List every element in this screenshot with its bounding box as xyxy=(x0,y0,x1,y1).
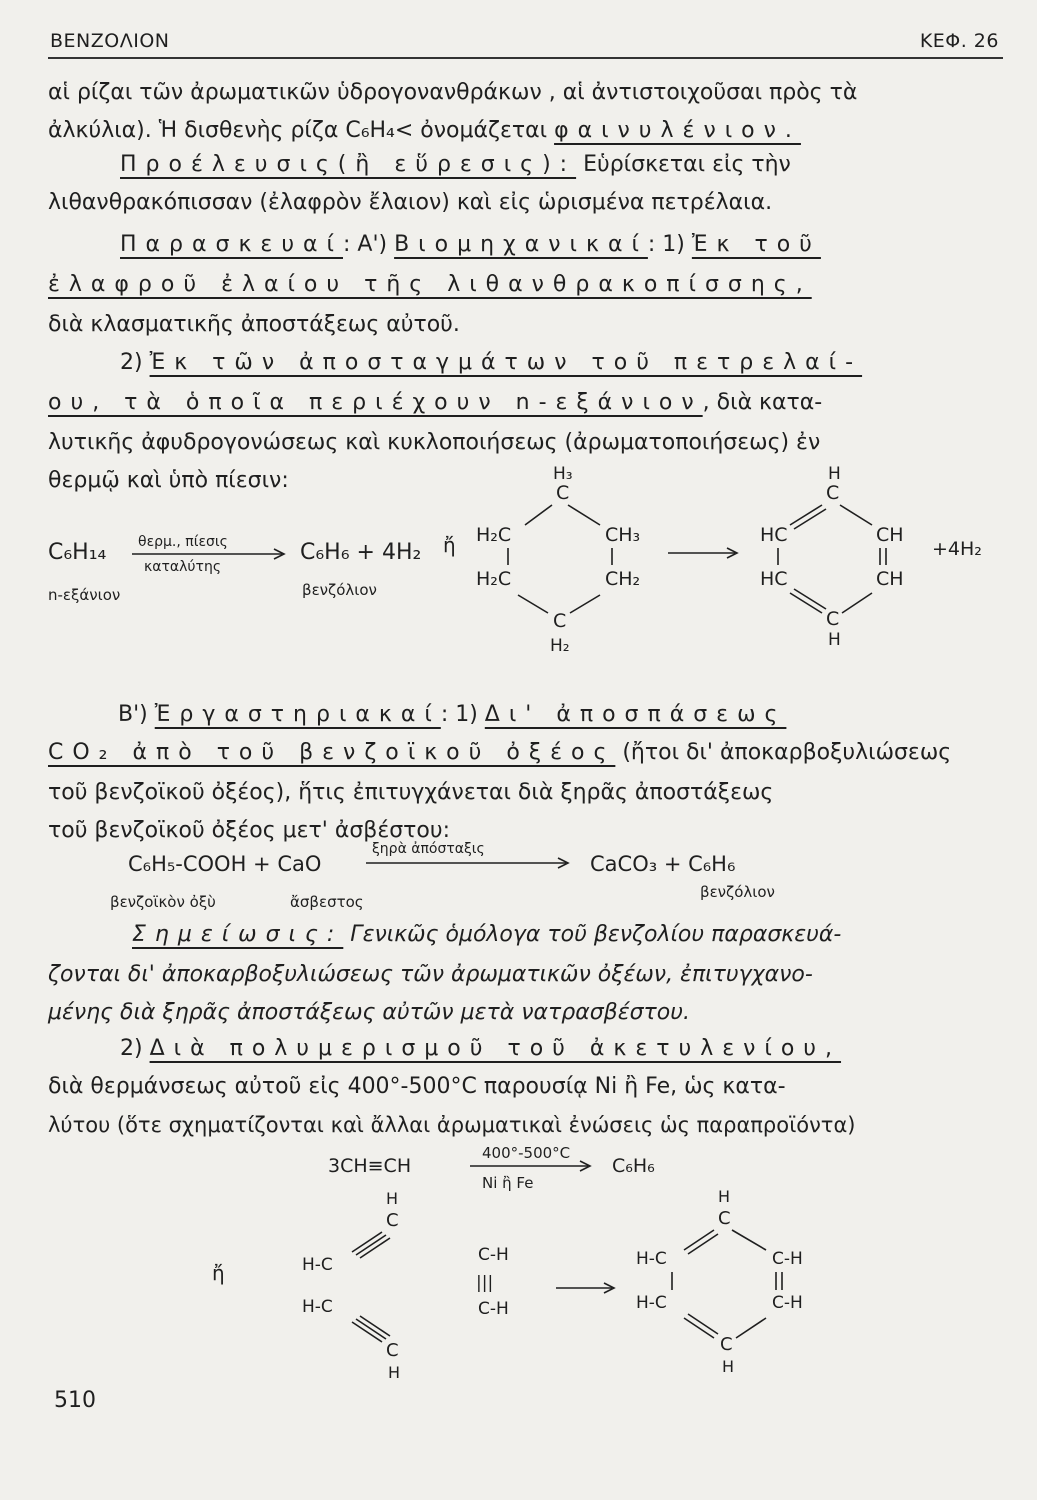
benz-ur: CH xyxy=(876,524,904,546)
ac-topC: C xyxy=(386,1210,399,1231)
eq1-or: ἤ xyxy=(443,533,456,557)
benz-topC: C xyxy=(826,482,840,504)
page-number: 510 xyxy=(54,1388,96,1413)
text-span: Δι' ἀποσπάσεως xyxy=(484,702,787,727)
text-span: Β') xyxy=(118,702,155,727)
eq2-name3: βενζόλιον xyxy=(700,883,775,901)
benz-lr: CH xyxy=(876,568,904,590)
ring-topC: C xyxy=(718,1208,731,1229)
ac-triple: ||| xyxy=(476,1273,494,1293)
text-span: : 1) xyxy=(440,702,485,727)
benz-bot: H xyxy=(828,630,841,650)
term-phenylene: φαινυλένιον. xyxy=(554,118,801,143)
eq1-reactant-name: n-εξάνιον xyxy=(48,586,121,604)
text-line: ζονται δι' ἀποκαρβοξυλιώσεως τῶν ἀρωματικῶν ὀξέων, ἐπιτυγχανο- xyxy=(48,962,813,987)
equation-hexane-to-benzene xyxy=(0,455,1037,675)
benz-plus-h2: +4H₂ xyxy=(932,538,982,560)
heading-laboratory: Ἐργαστηριακαί xyxy=(154,702,441,727)
eq2-reactant: C₆H₅-COOH + CaO xyxy=(128,852,322,876)
ac-ul: H-C xyxy=(302,1255,333,1275)
text-line: διὰ κλασματικῆς ἀποστάξεως αὐτοῦ. xyxy=(48,312,460,337)
text-line: λιθανθρακόπισσαν (ἐλαφρὸν ἔλαιον) καὶ εἰς ὡρισμένα πετρέλαια. xyxy=(48,190,773,215)
ac-ll: H-C xyxy=(302,1297,333,1317)
text-line xyxy=(48,390,822,416)
heading-preparations: Παρασκευαί xyxy=(120,232,343,257)
hex-ll: H₂C xyxy=(476,568,512,590)
text-line: αἱ ρίζαι τῶν ἀρωματικῶν ὑδρογονανθράκων , αἱ ἀντιστοιχοῦσαι πρὸς τὰ xyxy=(48,80,858,105)
equation-decarboxylation xyxy=(0,835,1037,915)
hex-top: H₃ xyxy=(553,464,573,484)
header-rule xyxy=(48,57,1003,59)
text-line xyxy=(120,152,791,178)
hex-lr: CH₂ xyxy=(605,568,641,590)
eq2-name1: βενζοϊκὸν ὀξὺ xyxy=(110,893,216,911)
text-span: Ἐκ τοῦ xyxy=(691,232,821,257)
hex-botC: C xyxy=(553,610,567,632)
text-span: : Α') xyxy=(343,232,395,257)
text-span: (ἤτοι δι' ἀποκαρβοξυλιώσεως xyxy=(615,740,952,765)
text-line: τοῦ βενζοϊκοῦ ὀξέος μετ' ἀσβέστου: xyxy=(48,818,450,843)
eq2-arrow-top: ξηρὰ ἀπόσταξις xyxy=(372,841,485,857)
ac-botH: H xyxy=(388,1363,401,1382)
benz-ul: HC xyxy=(760,524,788,546)
ring-botH: H xyxy=(722,1357,735,1376)
ring-lr: C-H xyxy=(772,1293,803,1313)
eq1-product-name: βενζόλιον xyxy=(302,581,377,599)
text-line: τοῦ βενζοϊκοῦ ὀξέος), ἥτις ἐπιτυγχάνεται διὰ ξηρᾶς ἀποστάξεως xyxy=(48,780,774,805)
text-line: μένης διὰ ξηρᾶς ἀποστάξεως αὐτῶν μετὰ νατρασβέστου. xyxy=(48,1000,690,1025)
eq1-reactant: C₆H₁₄ xyxy=(48,540,107,565)
text-span: Εὑρίσκεται εἰς τὴν xyxy=(576,152,791,177)
text-line: λυτικῆς ἀφυδρογονώσεως καὶ κυκλοποιήσεως (ἀρωματοποιήσεως) ἐν xyxy=(48,430,821,455)
text-span: Διὰ πολυμερισμοῦ τοῦ ἀκετυλενίου, xyxy=(149,1036,842,1061)
benz-ll: HC xyxy=(760,568,788,590)
running-header-title: BENZOΛION xyxy=(50,30,170,52)
ac-botC: C xyxy=(386,1340,399,1361)
text-span: 2) xyxy=(120,350,150,375)
text-span: Ἐκ τῶν ἀποσταγμάτων τοῦ πετρελαί- xyxy=(149,350,863,375)
ring-ll: H-C xyxy=(636,1293,667,1313)
text-line xyxy=(120,232,821,258)
eq1-arrow-top: θερμ., πίεσις xyxy=(138,534,228,550)
eq3-reactant: 3CH≡CH xyxy=(328,1155,412,1177)
hex-ul: H₂C xyxy=(476,524,512,546)
benz-top: H xyxy=(828,464,841,484)
text-line xyxy=(118,702,786,728)
ac-mid2: C-H xyxy=(478,1299,509,1319)
equation-acetylene-polymerization xyxy=(0,1140,1037,1390)
text-span: ου, τὰ ὁποῖα περιέχουν n-εξάνιον xyxy=(48,390,703,415)
ring-ur: C-H xyxy=(772,1249,803,1269)
ac-topH: H xyxy=(386,1189,399,1208)
text-span: CO₂ ἀπὸ τοῦ βενζοϊκοῦ ὀξέος xyxy=(48,740,616,765)
eq1-product: C₆H₆ + 4H₂ xyxy=(300,540,422,565)
text-line: ἐλαφροῦ ἐλαίου τῆς λιθανθρακοπίσσης, xyxy=(48,272,812,297)
text-span: , διὰ κατα- xyxy=(702,390,823,415)
eq3-or: ἤ xyxy=(212,1261,225,1285)
ring-topH: H xyxy=(718,1187,731,1206)
text-line: λύτου (ὅτε σχηματίζονται καὶ ἄλλαι ἀρωματικαὶ ἐνώσεις ὡς παραπροϊόντα) xyxy=(48,1113,856,1137)
heading-industrial: Βιομηχανικαί xyxy=(394,232,648,257)
chapter-number: ΚΕΦ. 26 xyxy=(919,30,999,52)
ring-ul: H-C xyxy=(636,1249,667,1269)
ac-mid1: C-H xyxy=(478,1245,509,1265)
heading-note: Σημείωσις: xyxy=(132,922,344,947)
text-line: θερμῷ καὶ ὑπὸ πίεσιν: xyxy=(48,468,289,493)
hex-ur: CH₃ xyxy=(605,524,641,546)
text-span: ἀλκύλια). Ἡ δισθενὴς ρίζα C₆H₄< ὀνομάζεται xyxy=(48,118,548,143)
hex-topC: C xyxy=(556,482,570,504)
eq2-product: CaCO₃ + C₆H₆ xyxy=(590,852,736,876)
text-span: : 1) xyxy=(647,232,692,257)
text-line xyxy=(132,922,841,948)
text-line xyxy=(48,118,801,144)
heading-origin: Προέλευσις(ἢ εὕρεσις): xyxy=(120,152,577,177)
text-line xyxy=(120,1036,841,1062)
eq2-name2: ἄσβεστος xyxy=(290,893,364,911)
eq3-arrow-top: 400°-500°C xyxy=(482,1144,571,1162)
eq3-product: C₆H₆ xyxy=(612,1155,655,1177)
hex-bot: H₂ xyxy=(550,636,570,656)
ring-botC: C xyxy=(720,1334,733,1355)
eq3-arrow-bottom: Ni ἢ Fe xyxy=(482,1174,534,1192)
text-line xyxy=(48,740,951,766)
text-line xyxy=(120,350,862,376)
benz-botC: C xyxy=(826,608,840,630)
eq1-arrow-bottom: καταλύτης xyxy=(144,559,222,575)
text-line: διὰ θερμάνσεως αὐτοῦ εἰς 400°-500°C παρουσίᾳ Ni ἢ Fe, ὡς κατα- xyxy=(48,1074,786,1099)
text-span: Γενικῶς ὁμόλογα τοῦ βενζολίου παρασκευά- xyxy=(343,922,842,947)
text-span: 2) xyxy=(120,1036,150,1061)
